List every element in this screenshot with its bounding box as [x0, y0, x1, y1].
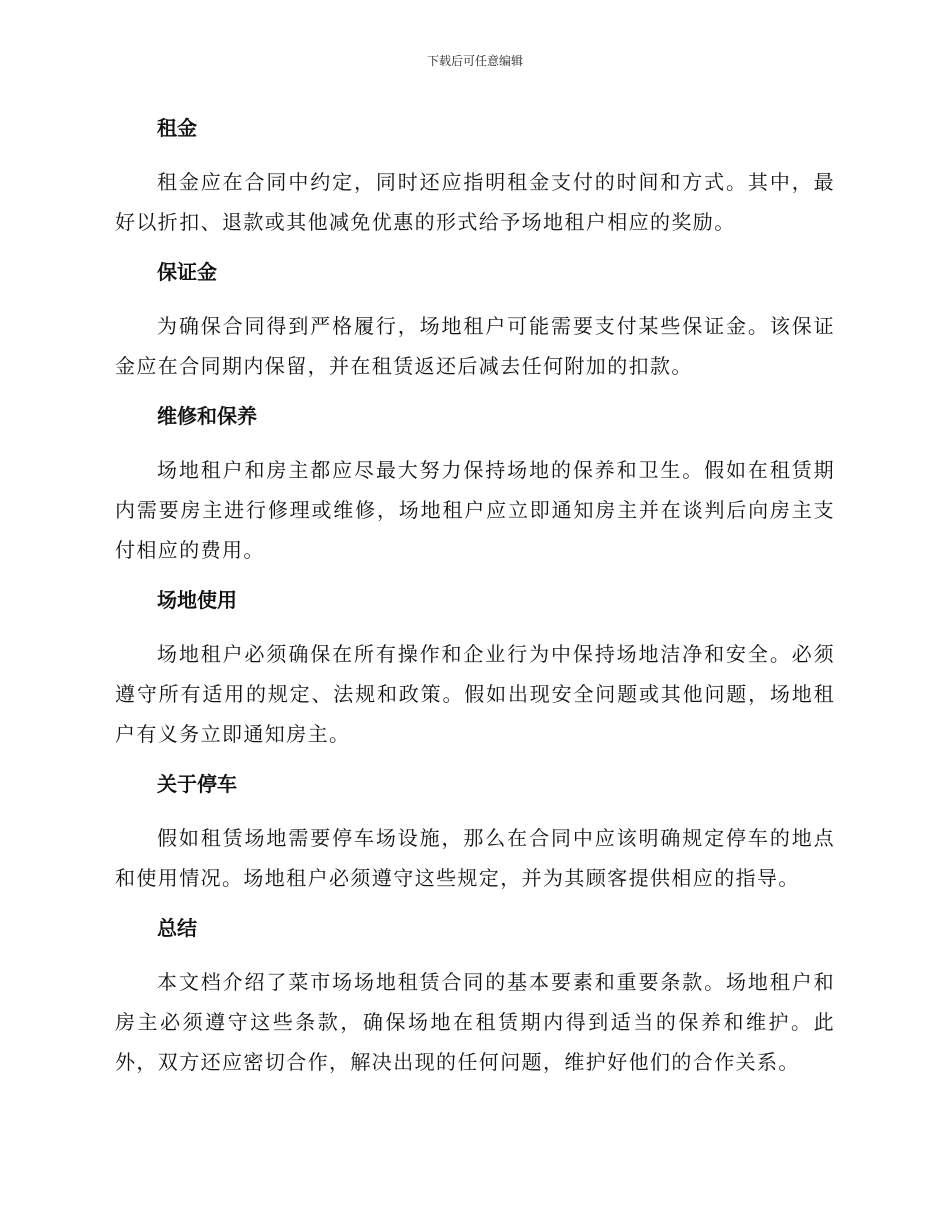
section-site-use — [115, 582, 835, 754]
section-parking — [115, 766, 835, 898]
section-heading: 保证金 — [157, 260, 217, 284]
section-paragraph: 场地租户和房主都应尽最大努力保持场地的保养和卫生。假如在租赁期内需要房主进行修理或维修，场地租户应立即通知房主并在谈判后向房主支付相应的费用。 — [115, 458, 835, 562]
section-heading: 租金 — [157, 116, 197, 140]
section-paragraph: 假如租赁场地需要停车场设施，那么在合同中应该明确规定停车的地点和使用情况。场地租户必须遵守这些规定，并为其顾客提供相应的指导。 — [115, 826, 835, 890]
section-heading: 总结 — [157, 916, 197, 940]
page-header-note: 下载后可任意编辑 — [426, 54, 523, 68]
section-rent — [115, 110, 835, 242]
section-heading: 关于停车 — [157, 772, 237, 796]
section-paragraph: 场地租户必须确保在所有操作和企业行为中保持场地洁净和安全。必须遵守所有适用的规定、法规和政策。假如出现安全问题或其他问题，场地租户有义务立即通知房主。 — [115, 642, 835, 746]
section-deposit — [115, 254, 835, 386]
section-maintenance — [115, 398, 835, 570]
section-heading: 场地使用 — [157, 588, 237, 612]
section-paragraph: 租金应在合同中约定，同时还应指明租金支付的时间和方式。其中，最好以折扣、退款或其他减免优惠的形式给予场地租户相应的奖励。 — [115, 170, 835, 234]
document-body — [115, 110, 835, 1094]
section-paragraph: 本文档介绍了菜市场场地租赁合同的基本要素和重要条款。场地租户和房主必须遵守这些条款，确保场地在租赁期内得到适当的保养和维护。此外，双方还应密切合作，解决出现的任何问题，维护好他们的合作关系。 — [115, 970, 835, 1074]
section-paragraph: 为确保合同得到严格履行，场地租户可能需要支付某些保证金。该保证金应在合同期内保留，并在租赁返还后减去任何附加的扣款。 — [115, 314, 835, 378]
section-heading: 维修和保养 — [157, 404, 257, 428]
section-summary — [115, 910, 835, 1082]
